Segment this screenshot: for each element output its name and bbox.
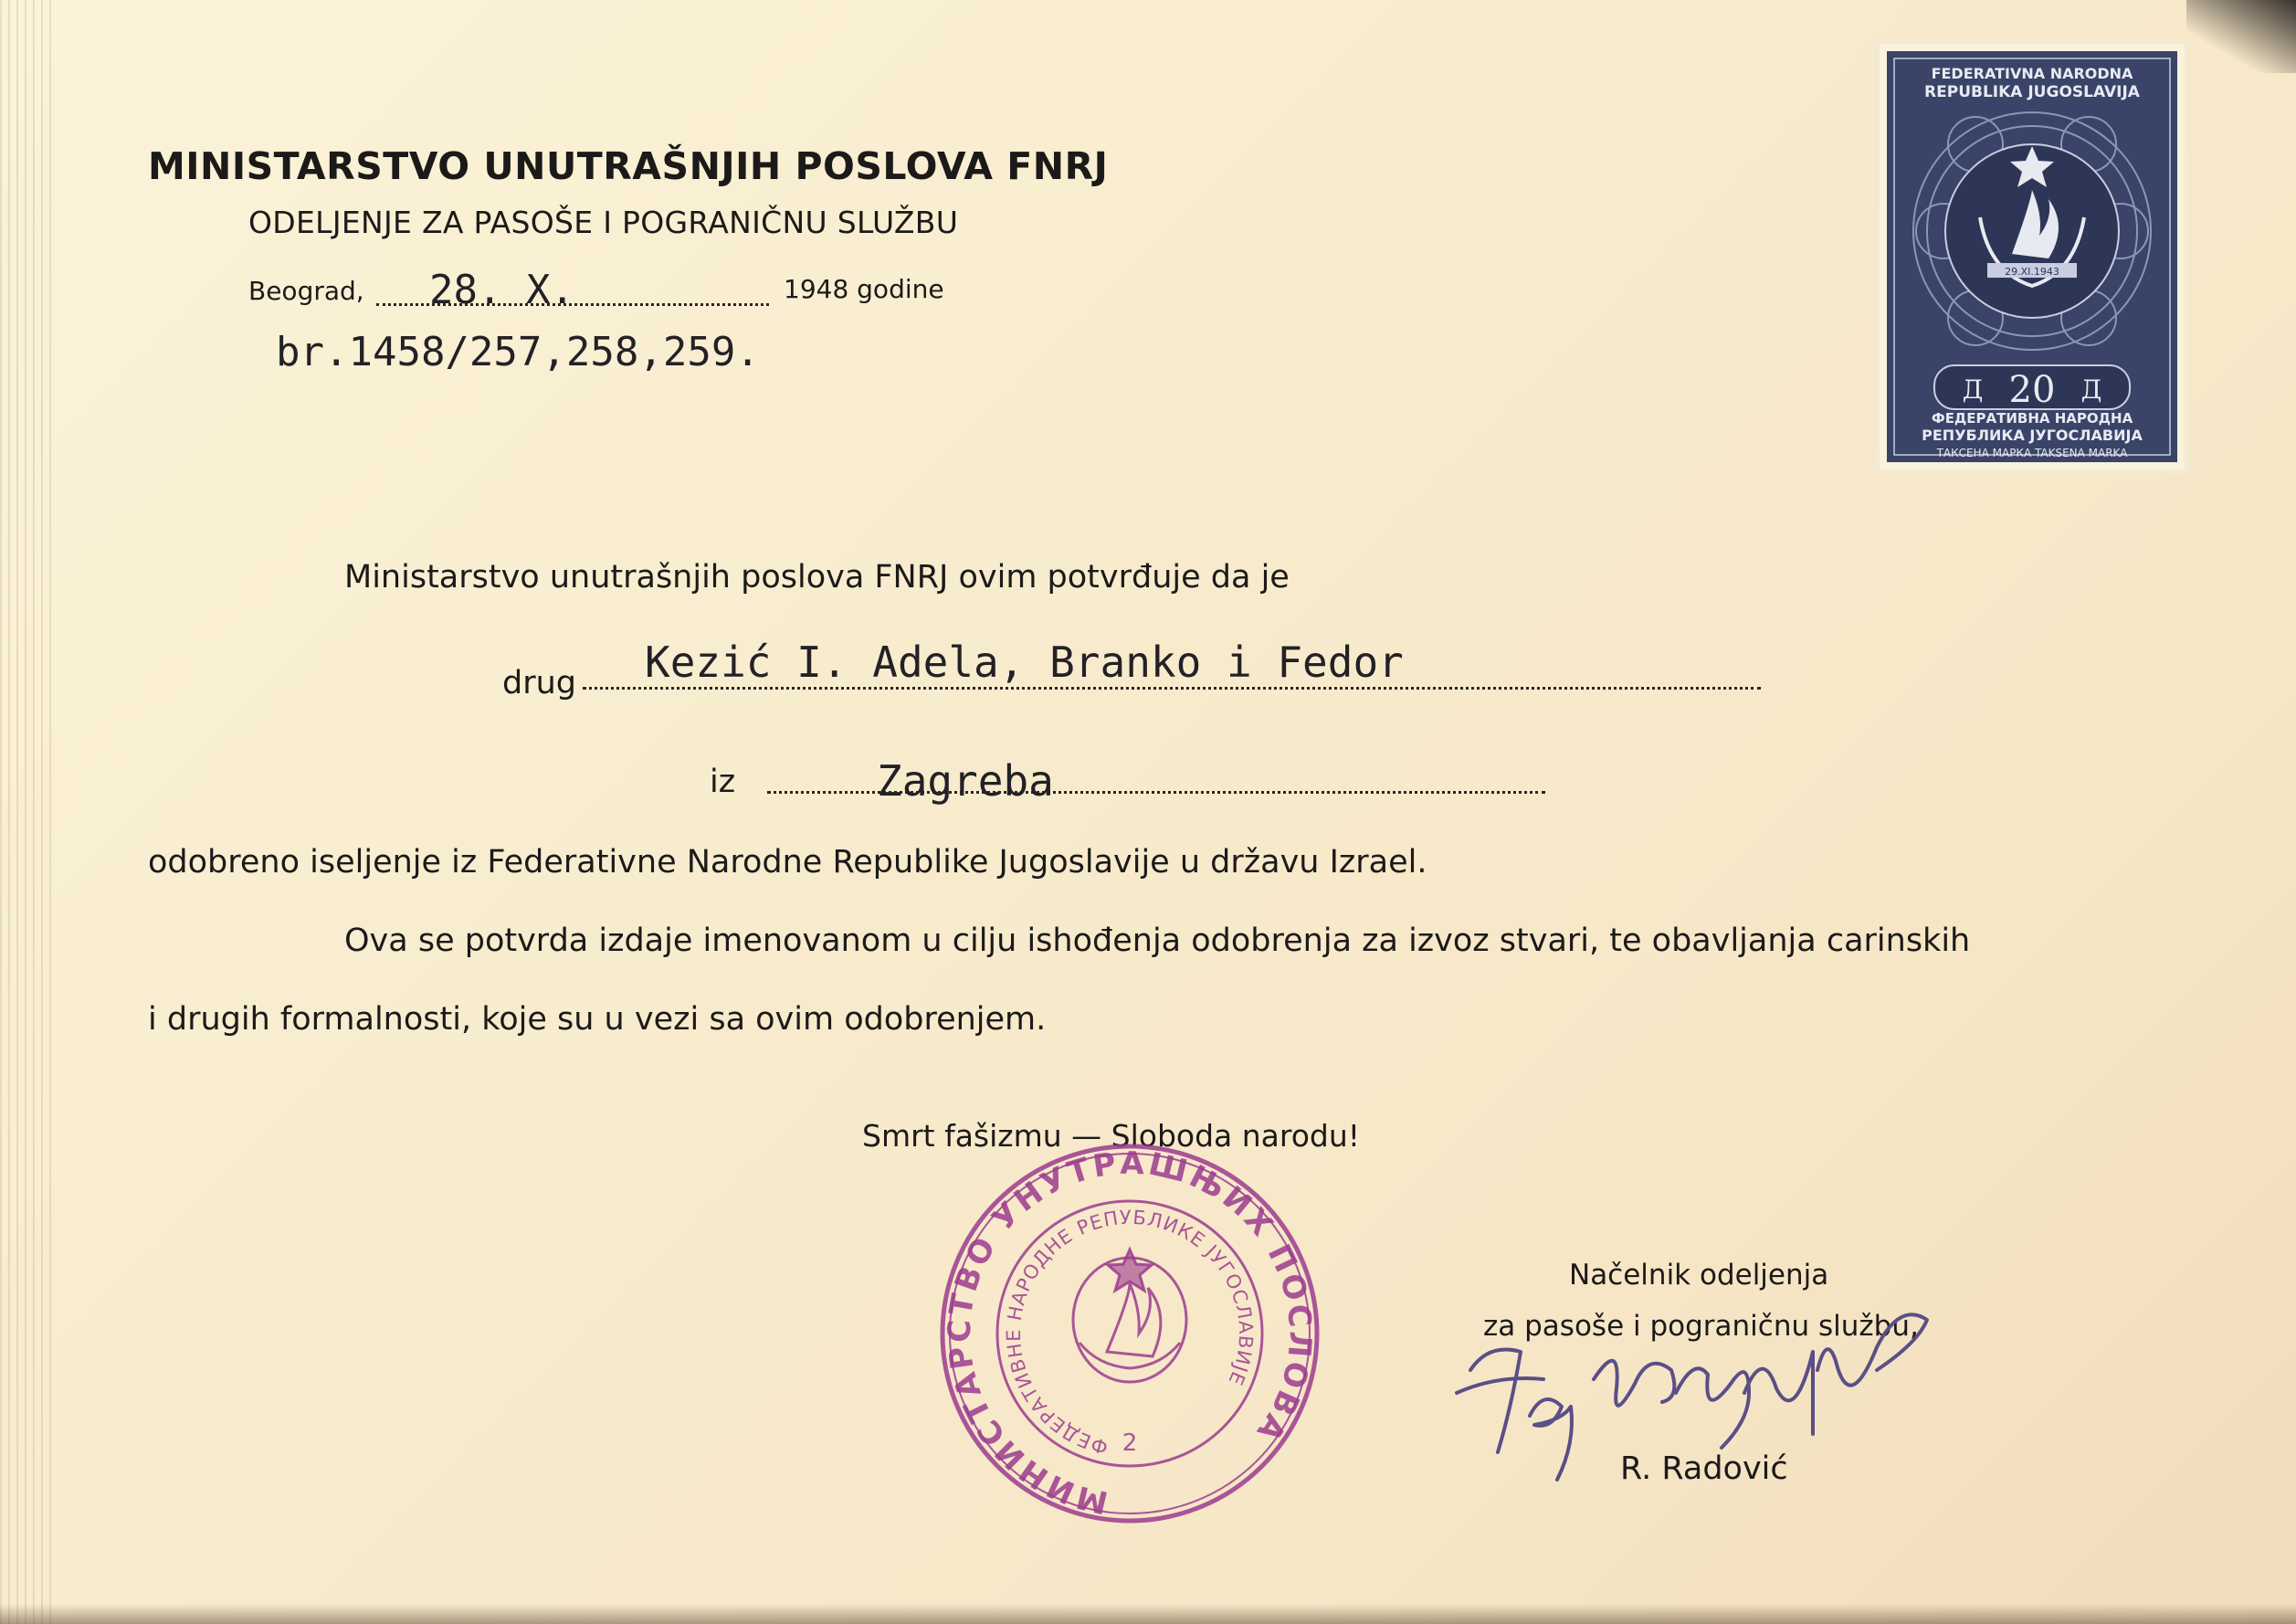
reference-number: br.1458/257,258,259. xyxy=(276,329,760,375)
stamp-date-ribbon: 29.XI.1943 xyxy=(2005,266,2059,278)
stamp-value: 20 xyxy=(2008,369,2056,411)
stamp-bottom-text-3: ТАКСЕНА МАРКА TAKSENA MARKA xyxy=(1936,447,2128,459)
department-title: ODELJENJE ZA PASOŠE I POGRANIČNU SLUŽBU xyxy=(248,205,959,240)
stamp-value-left: Д xyxy=(1962,374,1984,405)
drug-label: drug xyxy=(502,665,577,701)
stamp-bottom-text-1: ФЕДЕРАТИВНА НАРОДНА xyxy=(1931,410,2133,427)
emigration-text: odobreno iseljenje iz Federativne Narodne Republike Jugoslavije u državu Izrael. xyxy=(148,844,1427,881)
purpose-text-line-1: Ova se potvrda izdaje imenovanom u cilju ishođenja odobrenja za izvoz stvari, te obavljanja carinskih xyxy=(344,923,1971,959)
seal-outer-text: МИНИСТАРСТВО УНУТРАШЊИХ ПОСЛОВА xyxy=(941,1144,1319,1521)
date-value: 28. X. xyxy=(429,267,574,313)
paper-edge-left xyxy=(0,0,55,1624)
seal-inner-text: ФЕДЕРАТИВНЕ НАРОДНЕ РЕПУБЛИКЕ ЈУГОСЛАВИЈЕ xyxy=(1002,1206,1258,1459)
official-seal xyxy=(924,1133,1335,1525)
stamp-bottom-text-2: РЕПУБЛИКА ЈУГОСЛАВИЈА xyxy=(1922,427,2143,444)
signer-name: R. Radović xyxy=(1620,1450,1788,1487)
stamp-top-text-2: REPUBLIKA JUGOSLAVIJA xyxy=(1924,83,2140,101)
slogan: Smrt fašizmu — Sloboda narodu! xyxy=(862,1118,1361,1154)
chief-subtitle: za pasoše i pograničnu službu, xyxy=(1483,1310,1919,1343)
ministry-title: MINISTARSTVO UNUTRAŠNJIH POSLOVA FNRJ xyxy=(148,144,1109,188)
year-text: 1948 godine xyxy=(784,274,944,304)
intro-text: Ministarstvo unutrašnjih poslova FNRJ ovim potvrđuje da je xyxy=(344,559,1290,596)
tax-stamp xyxy=(1880,44,2185,469)
names-dotted-line xyxy=(583,687,1761,690)
paper-edge-bottom xyxy=(0,1604,2296,1624)
stamp-value-right: Д xyxy=(2080,374,2102,405)
city-label: Beograd, xyxy=(248,276,364,306)
chief-title: Načelnik odeljenja xyxy=(1569,1259,1829,1292)
paper-corner-shadow xyxy=(2186,0,2296,73)
names-value: Kezić I. Adela, Branko i Fedor xyxy=(645,638,1404,687)
iz-label: iz xyxy=(710,764,736,800)
seal-coat-of-arms-icon xyxy=(1073,1250,1186,1382)
purpose-text-line-2: i drugih formalnosti, koje su u vezi sa ovim odobrenjem. xyxy=(148,1001,1047,1038)
city-value: Zagreba xyxy=(877,756,1054,806)
svg-text:ФЕДЕРАТИВНЕ НАРОДНЕ РЕПУБЛИКЕ xyxy=(1003,1207,1257,1459)
seal-number: 2 xyxy=(1122,1429,1138,1457)
stamp-top-text-1: FEDERATIVNA NARODNA xyxy=(1931,65,2133,82)
